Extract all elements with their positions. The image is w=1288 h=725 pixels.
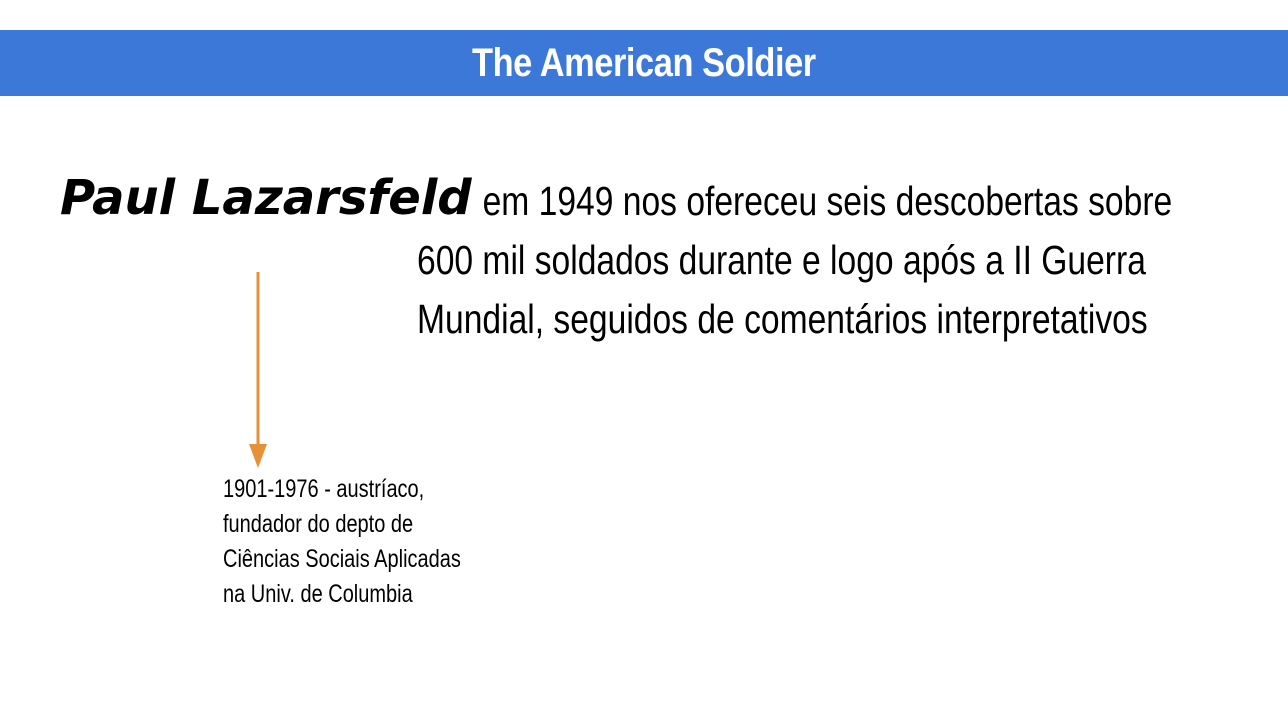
author-name: Paul Lazarsfeld [60,170,472,226]
title-bar [0,30,1288,96]
note-line: Ciências Sociais Aplicadas [223,545,461,573]
description-line: em 1949 nos ofereceu seis descobertas sobre [482,178,1173,224]
note-line: fundador do depto de [223,510,414,538]
slide-title: The American Soldier [472,40,816,85]
note-line: 1901-1976 - austríaco, [223,475,425,503]
note-line: na Univ. de Columbia [223,580,413,608]
arrow-down-icon [246,270,270,470]
author-note [223,472,543,612]
description-line: Mundial, seguidos de comentários interpretativos [417,296,1148,342]
description-line: 600 mil soldados durante e logo após a II Guerra [417,237,1146,283]
description [417,172,1277,349]
